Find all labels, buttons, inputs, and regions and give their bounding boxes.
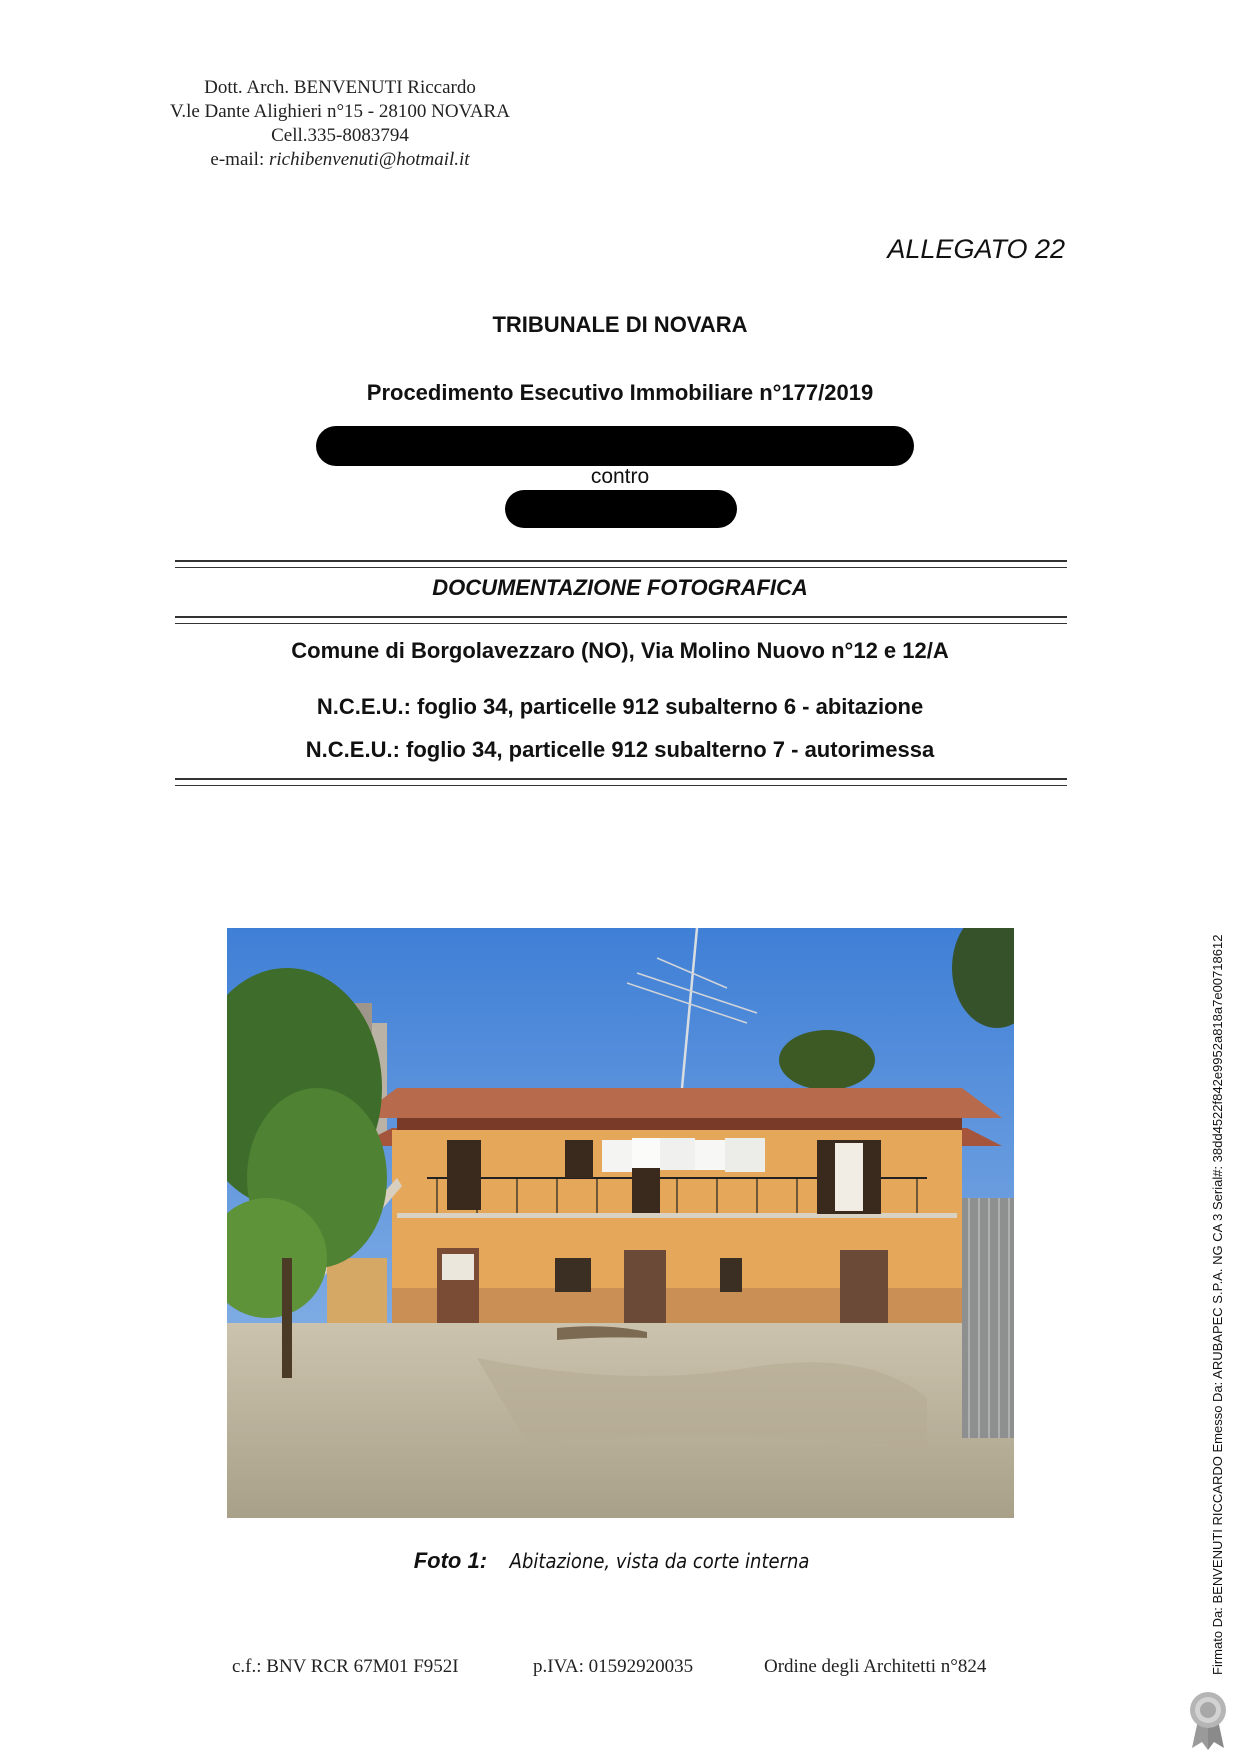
- author-address: V.le Dante Alighieri n°15 - 28100 NOVARA: [170, 101, 510, 122]
- digital-signature-stamp: Firmato Da: BENVENUTI RICCARDO Emesso Da: ARUBAPEC S.P.A. NG CA 3 Serial#: 38dd4522f842e9952a818a7e00718612: [1210, 934, 1225, 1675]
- divider-middle: [175, 616, 1067, 624]
- property-photo: [227, 928, 1014, 1518]
- document-title: DOCUMENTAZIONE FOTOGRAFICA: [432, 575, 808, 600]
- cadastral-entry-2: N.C.E.U.: foglio 34, particelle 912 subalterno 7 - autorimessa: [305, 737, 935, 762]
- caption-separator: :: [479, 1548, 494, 1573]
- author-email-line: [120, 148, 560, 172]
- divider-top: [175, 560, 1067, 568]
- versus-label: contro: [590, 465, 650, 488]
- photo-number: Foto 1: [413, 1548, 480, 1573]
- property-location: Comune di Borgolavezzaro (NO), Via Molino Nuovo n°12 e 12/A: [291, 638, 949, 663]
- author-name: Dott. Arch. BENVENUTI Riccardo: [204, 77, 476, 98]
- procedure-title: Procedimento Esecutivo Immobiliare n°177/2019: [366, 380, 874, 405]
- photo-caption: [0, 1548, 1240, 1574]
- footer-fiscal-code: c.f.: BNV RCR 67M01 F952I: [232, 1656, 459, 1677]
- redaction-bar-plaintiff: [316, 426, 914, 466]
- redaction-bar-defendant: [505, 490, 737, 528]
- attachment-number: ALLEGATO 22: [887, 234, 1065, 264]
- seal-rosette-icon: [1186, 1690, 1230, 1750]
- author-email: richibenvenuti@hotmail.it: [268, 149, 470, 170]
- letterhead: [120, 76, 560, 172]
- author-phone: Cell.335-8083794: [271, 125, 409, 146]
- footer-vat: p.IVA: 01592920035: [533, 1656, 694, 1677]
- email-label: e-mail:: [210, 149, 269, 170]
- photo-description: Abitazione, vista da corte interna: [509, 1549, 810, 1573]
- divider-bottom: [175, 778, 1067, 786]
- cadastral-entry-1: N.C.E.U.: foglio 34, particelle 912 subalterno 6 - abitazione: [316, 694, 924, 719]
- court-title: TRIBUNALE DI NOVARA: [492, 312, 748, 337]
- footer-order: Ordine degli Architetti n°824: [764, 1656, 987, 1677]
